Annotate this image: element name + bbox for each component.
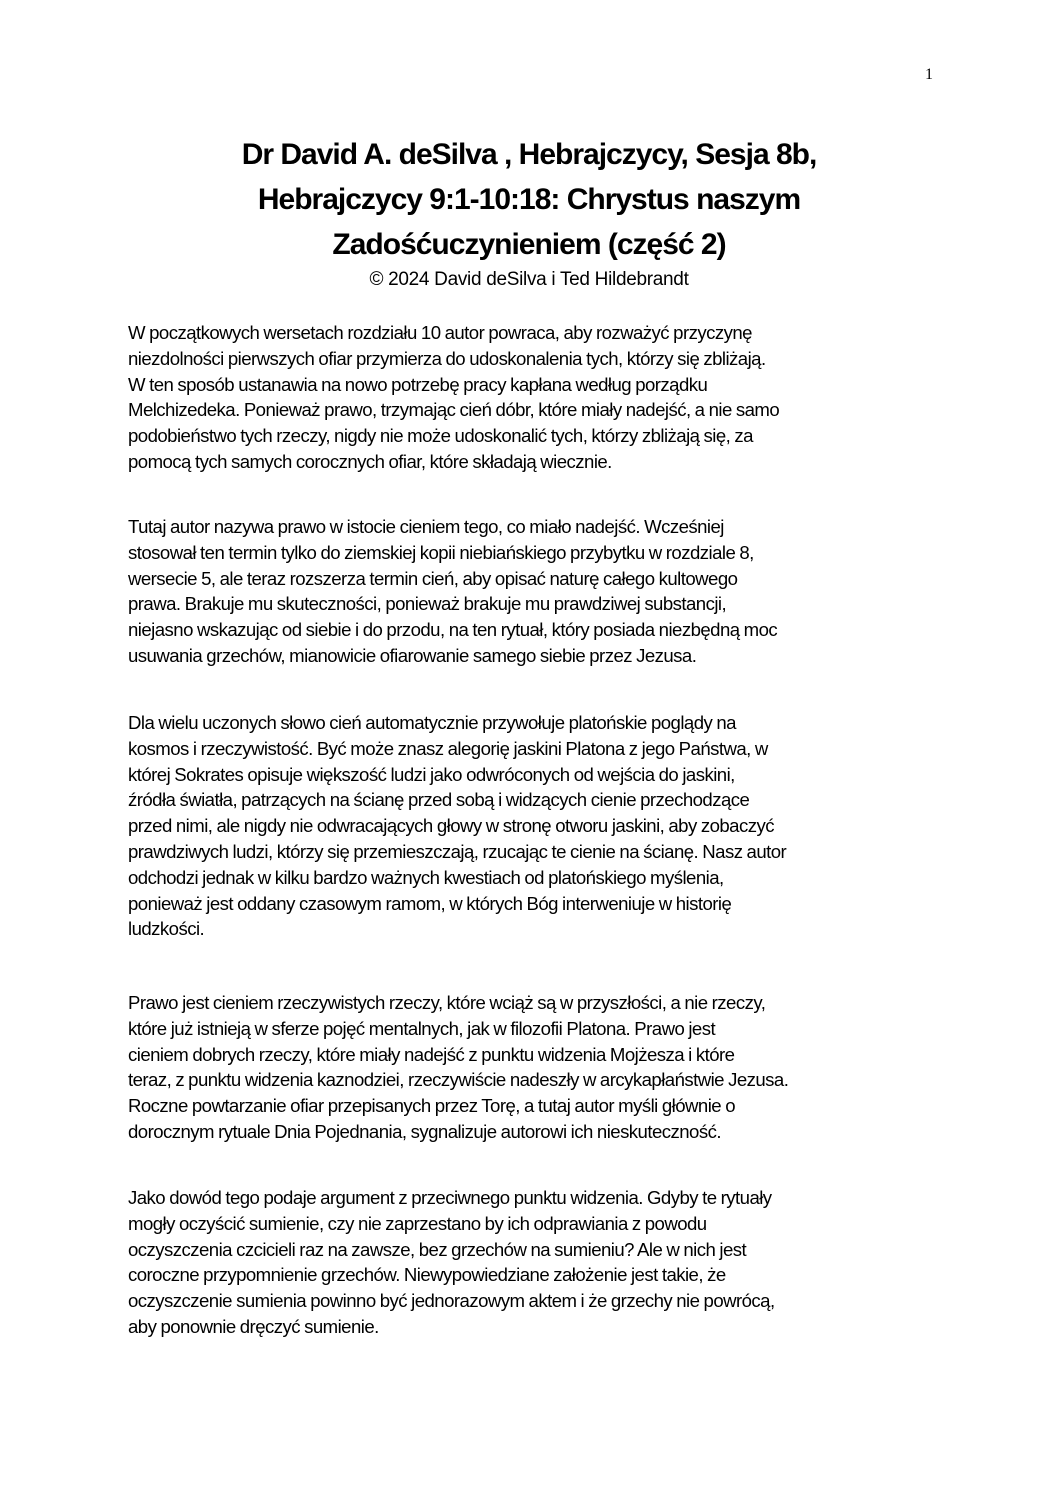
paragraph [128,514,948,669]
page-number: 1 [925,66,933,83]
text-line: Prawo jest cieniem rzeczywistych rzeczy, które wciąż są w przyszłości, a nie rzeczy, [128,992,766,1013]
text-line: mogły oczyścić sumienie, czy nie zaprzestano by ich odprawiania z powodu [128,1212,707,1234]
paragraph [128,710,948,942]
title-line: Zadośćuczynieniem (część 2) [332,228,726,261]
text-line: Dla wielu uczonych słowo cień automatycznie przywołuje platońskie poglądy na [128,712,736,733]
text-line: niejasno wskazując od siebie i do przodu, na ten rytuał, który posiada niezbędną moc [128,619,778,641]
text-line: Melchizedeka. Ponieważ prawo, trzymając cień dóbr, które miały nadejść, a nie samo [128,399,780,421]
text-line: której Sokrates opisuje większość ludzi jako odwróconych od wejścia do jaskini, [128,763,735,785]
text-line: W początkowych wersetach rozdziału 10 autor powraca, aby rozważyć przyczynę [128,322,752,343]
text-line: W ten sposób ustanawia na nowo potrzebę pracy kapłana według porządku [128,373,708,395]
title-line: Dr David A. deSilva , Hebrajczycy, Sesja 8b, [241,138,817,171]
text-line: coroczne przypomnienie grzechów. Niewypowiedziane założenie jest takie, że [128,1264,726,1286]
text-line: teraz, z punktu widzenia kaznodziei, rzeczywiście nadeszły w arcykapłaństwie Jezusa. [128,1069,789,1091]
text-line: przed nimi, ale nigdy nie odwracających głowy w stronę otworu jaskini, aby zobaczyć [128,815,774,837]
text-line: które już istnieją w sferze pojęć mentalnych, jak w filozofii Platona. Prawo jest [128,1017,716,1039]
title-line: Hebrajczycy 9:1-10:18: Chrystus naszym [257,183,801,216]
document-title [0,132,1058,267]
text-line: usuwania grzechów, mianowicie ofiarowanie samego siebie przez Jezusa. [128,644,697,666]
text-line: kosmos i rzeczywistość. Być może znasz alegorię jaskini Platona z jego Państwa, w [128,737,768,759]
paragraph [128,320,948,475]
text-line: ponieważ jest oddany czasowym ramom, w których Bóg interweniuje w historię [128,892,732,914]
text-line: aby ponownie dręczyć sumienie. [128,1315,379,1337]
text-line: cieniem dobrych rzeczy, które miały nadejść z punktu widzenia Mojżesza i które [128,1043,735,1065]
paragraph [128,990,948,1145]
text-line: wersecie 5, ale teraz rozszerza termin cień, aby opisać naturę całego kultowego [128,567,738,589]
text-line: odchodzi jednak w kilku bardzo ważnych kwestiach od platońskiego myślenia, [128,866,724,888]
text-line: źródła światła, patrzących na ścianę przed sobą i widzących cienie przechodzące [128,789,750,811]
paragraph [128,1185,948,1340]
text-line: prawa. Brakuje mu skuteczności, ponieważ brakuje mu prawdziwej substancji, [128,593,727,615]
text-line: prawdziwych ludzi, którzy się przemieszczają, rzucając te cienie na ścianę. Nasz autor [128,840,787,862]
text-line: Tutaj autor nazywa prawo w istocie cieniem tego, co miało nadejść. Wcześniej [128,516,724,537]
copyright-notice: © 2024 David deSilva i Ted Hildebrandt [369,269,689,290]
text-line: oczyszczenia czcicieli raz na zawsze, bez grzechów na sumieniu? Ale w nich jest [128,1238,747,1260]
text-line: stosował ten termin tylko do ziemskiej kopii niebiańskiego przybytku w rozdziale 8, [128,541,754,563]
text-line: Jako dowód tego podaje argument z przeciwnego punktu widzenia. Gdyby te rytuały [128,1187,772,1208]
text-line: Roczne powtarzanie ofiar przepisanych przez Torę, a tutaj autor myśli głównie o [128,1095,735,1117]
text-line: dorocznym rytuale Dnia Pojednania, sygnalizuje autorowi ich nieskuteczność. [128,1120,721,1142]
text-line: pomocą tych samych corocznych ofiar, które składają wiecznie. [128,450,612,472]
text-line: podobieństwo tych rzeczy, nigdy nie może udoskonalić tych, którzy zbliżają się, za [128,425,753,447]
text-line: ludzkości. [128,918,205,940]
text-line: niezdolności pierwszych ofiar przymierza do udoskonalenia tych, którzy się zbliżają. [128,347,766,369]
text-line: oczyszczenie sumienia powinno być jednorazowym aktem i że grzechy nie powrócą, [128,1290,775,1312]
